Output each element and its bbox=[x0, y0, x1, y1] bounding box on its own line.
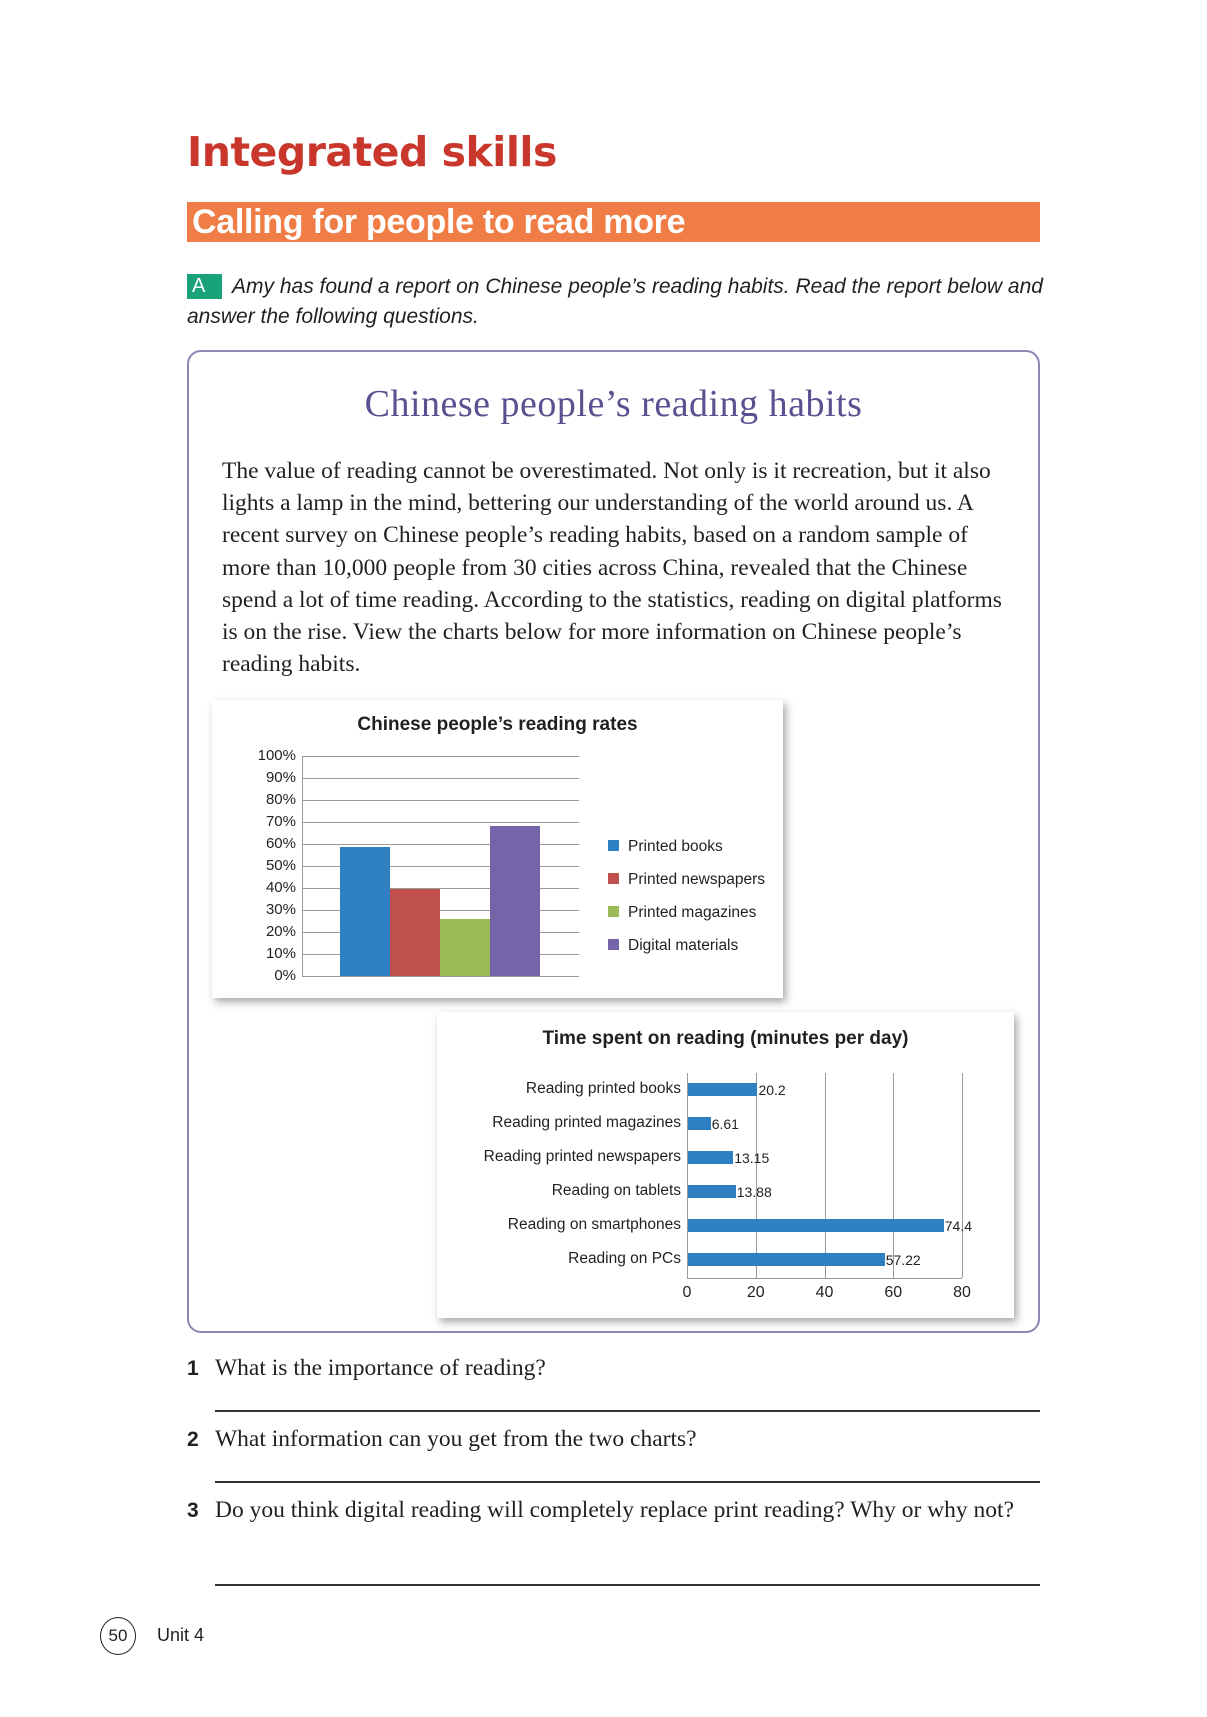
category-label: Reading on smartphones bbox=[507, 1216, 681, 1233]
section-banner bbox=[187, 202, 1040, 242]
bar bbox=[688, 1117, 711, 1130]
bar bbox=[688, 1219, 944, 1232]
gridline bbox=[962, 1073, 963, 1278]
gridline bbox=[825, 1073, 826, 1278]
legend-item bbox=[608, 904, 756, 922]
legend-item bbox=[608, 838, 723, 856]
x-tick-label: 40 bbox=[815, 1284, 834, 1301]
x-tick-label: 80 bbox=[953, 1284, 971, 1301]
gridline bbox=[302, 800, 579, 801]
y-tick-label: 60% bbox=[265, 835, 296, 852]
category-label: Reading on PCs bbox=[568, 1250, 681, 1267]
chart-title: Chinese people’s reading rates bbox=[357, 714, 638, 735]
page-number: 50 bbox=[100, 1617, 136, 1655]
answer-line-1[interactable] bbox=[215, 1410, 1040, 1412]
gridline bbox=[687, 1073, 688, 1278]
y-tick-label: 100% bbox=[257, 747, 296, 764]
data-label: 57.22 bbox=[885, 1252, 921, 1268]
category-labels bbox=[437, 1012, 681, 1318]
y-axis-line bbox=[302, 756, 303, 976]
legend-label: Printed magazines bbox=[628, 904, 757, 921]
gridline bbox=[302, 976, 579, 977]
gridline bbox=[756, 1073, 757, 1278]
x-tick-label: 60 bbox=[884, 1284, 903, 1301]
legend-label: Printed books bbox=[628, 838, 723, 855]
category-label: Reading on tablets bbox=[551, 1182, 681, 1199]
bar bbox=[340, 847, 390, 976]
answer-line-3[interactable] bbox=[215, 1584, 1040, 1586]
plot-area bbox=[687, 1073, 972, 1278]
y-tick-label: 20% bbox=[265, 923, 296, 940]
question-1: 1 What is the importance of reading? bbox=[187, 1355, 546, 1381]
category-label: Reading printed magazines bbox=[492, 1114, 681, 1131]
category-label: Reading printed books bbox=[525, 1080, 681, 1097]
reading-rates-chart bbox=[212, 700, 783, 998]
report-paragraph: The value of reading cannot be overestimated. Not only is it recreation, but it also lights a lamp in the mind, bettering our understanding of the world around us. A recent survey on Chinese people’s reading habits, based on a random sample of more than 10,000 people from 30 cities across China, revealed that the Chinese spend a lot of time reading. According to the statistics, reading on digital platforms is on the rise. View the charts below for more information on Chinese people’s reading habits. bbox=[222, 458, 1002, 678]
report-title: Chinese people’s reading habits bbox=[364, 383, 863, 425]
legend-label: Printed newspapers bbox=[628, 871, 765, 888]
legend-label: Digital materials bbox=[628, 937, 739, 954]
y-tick-label: 50% bbox=[265, 857, 296, 874]
data-label: 6.61 bbox=[711, 1116, 739, 1132]
x-axis-line bbox=[687, 1278, 962, 1279]
y-axis-labels bbox=[212, 700, 296, 998]
y-tick-label: 90% bbox=[265, 769, 296, 786]
legend-swatch-icon bbox=[608, 939, 619, 950]
plot-area bbox=[302, 756, 579, 976]
page-title: Integrated skills bbox=[187, 128, 557, 176]
legend-swatch-icon bbox=[608, 873, 619, 884]
y-tick-label: 10% bbox=[265, 945, 296, 962]
bar bbox=[490, 826, 540, 976]
y-tick-label: 80% bbox=[265, 791, 296, 808]
x-tick-label: 0 bbox=[682, 1284, 692, 1301]
answer-line-2[interactable] bbox=[215, 1481, 1040, 1483]
category-label: Reading printed newspapers bbox=[483, 1148, 681, 1165]
time-spent-chart bbox=[437, 1012, 1014, 1318]
legend-swatch-icon bbox=[608, 906, 619, 917]
instruction bbox=[187, 272, 1047, 332]
question-2: 2 What information can you get from the two charts? bbox=[187, 1426, 697, 1452]
instruction-text: Amy has found a report on Chinese people’s reading habits. Read the report below and answer the following questions. bbox=[187, 275, 1043, 328]
y-tick-label: 30% bbox=[265, 901, 296, 918]
data-label: 13.15 bbox=[734, 1150, 770, 1166]
legend-item bbox=[608, 871, 765, 889]
legend-item bbox=[608, 937, 738, 955]
question-3: 3 Do you think digital reading will completely replace print reading? Why or why not? bbox=[187, 1497, 1014, 1523]
bar bbox=[688, 1253, 885, 1266]
legend bbox=[608, 700, 788, 998]
section-title: Calling for people to read more bbox=[192, 203, 686, 241]
bar bbox=[440, 919, 490, 976]
bar bbox=[688, 1185, 736, 1198]
data-label: 13.88 bbox=[736, 1184, 772, 1200]
unit-label: Unit 4 bbox=[157, 1625, 205, 1645]
y-tick-label: 0% bbox=[274, 967, 296, 984]
legend-swatch-icon bbox=[608, 840, 619, 851]
bar bbox=[390, 889, 440, 976]
bar bbox=[688, 1083, 757, 1096]
exercise-badge: A bbox=[187, 274, 222, 299]
data-label: 20.2 bbox=[758, 1082, 786, 1098]
chart-title: Time spent on reading (minutes per day) bbox=[542, 1028, 909, 1049]
gridline bbox=[302, 822, 579, 823]
gridline bbox=[302, 756, 579, 757]
gridline bbox=[302, 778, 579, 779]
gridline bbox=[893, 1073, 894, 1278]
y-tick-label: 40% bbox=[265, 879, 296, 896]
bar bbox=[688, 1151, 733, 1164]
y-tick-label: 70% bbox=[265, 813, 296, 830]
x-axis-labels bbox=[682, 1284, 987, 1308]
data-label: 74.4 bbox=[944, 1218, 972, 1234]
x-tick-label: 20 bbox=[746, 1284, 765, 1301]
